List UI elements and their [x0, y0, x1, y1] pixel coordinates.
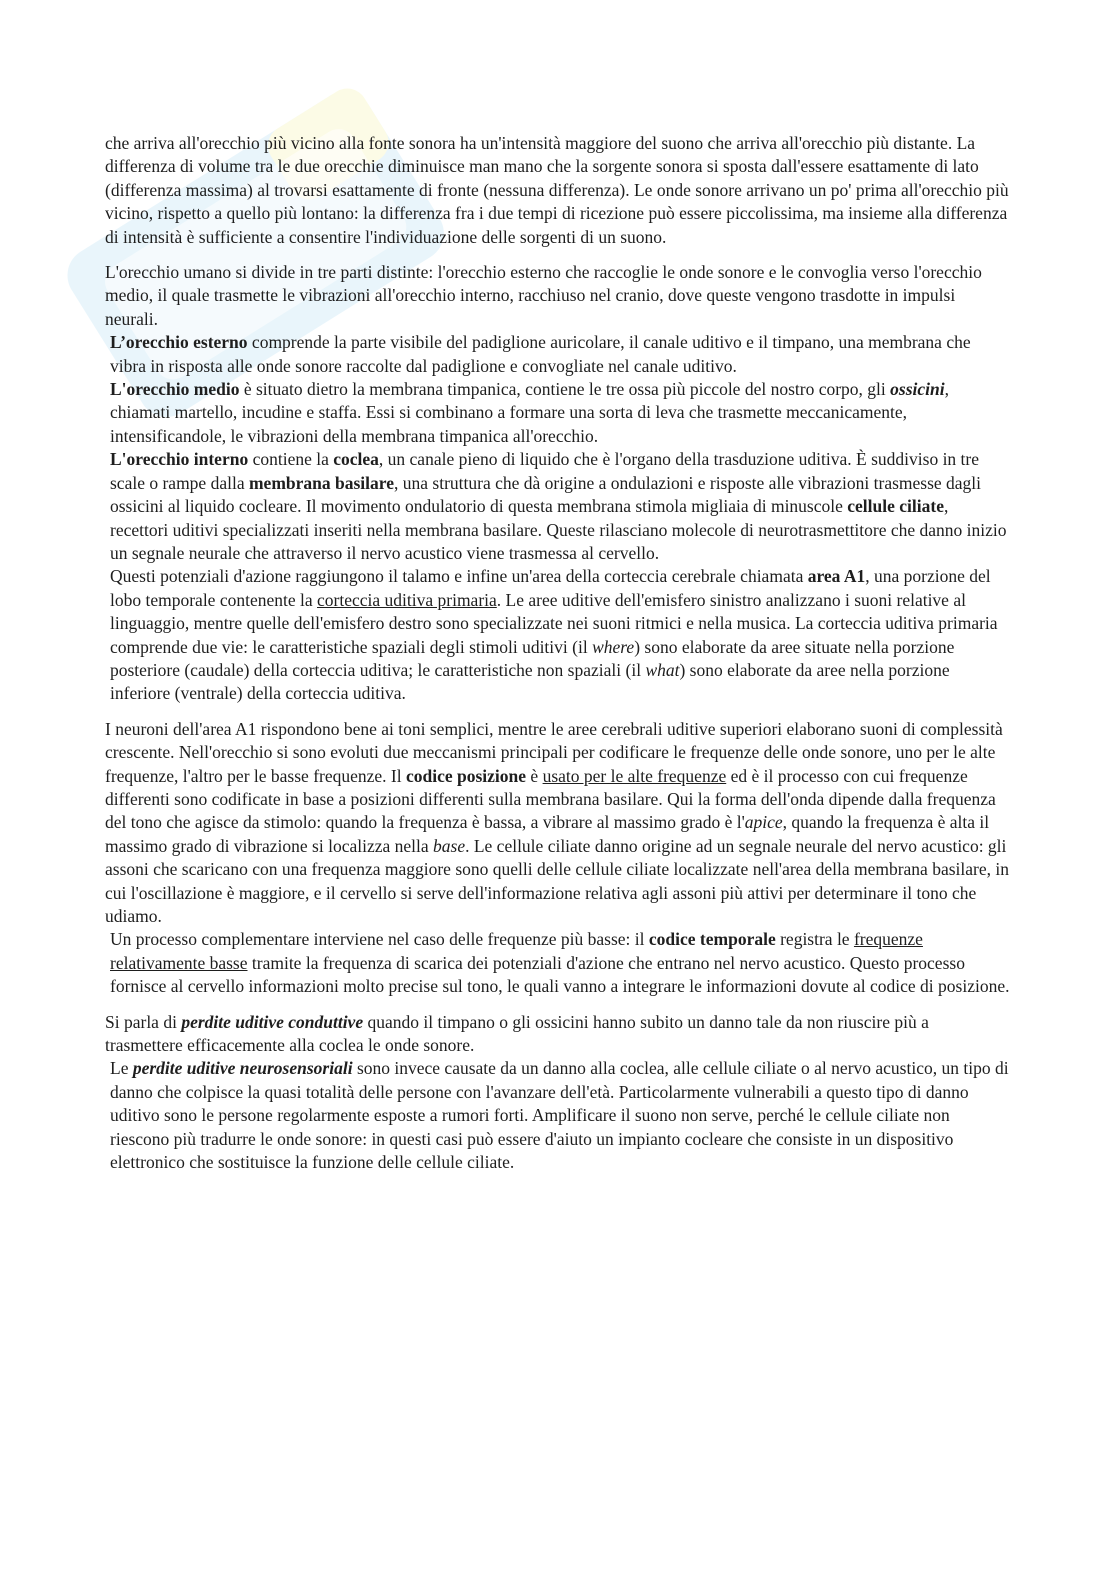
text-run: L'orecchio umano si divide in tre parti distinte: l'orecchio esterno che raccoglie le onde sonore e le convoglia verso l'orecchio medio, il quale trasmette le vibrazioni all'orecchio interno, racchiuso nel cranio, dove queste vengono trasdotte in impulsi neurali.	[105, 262, 982, 329]
text-run: I neuroni dell'area A1 rispondono bene ai toni semplici, mentre le aree cerebrali uditive superiori elaborano suoni di complessità crescente. Nell'orecchio si sono evoluti due meccanismi principali per codificare le frequenze delle onde sonore, uno per le alte frequenze, l'altro per le basse frequenze. Il	[105, 718, 1003, 786]
bold-term: membrana basilare	[248, 472, 394, 493]
text-run: è situato dietro la membrana timpanica, contiene le tre ossa più piccole del nostro corpo, gli	[239, 379, 891, 400]
text-run: sono invece causate da un danno alla coclea, alle cellule ciliate o al nervo acustico, un tipo di danno che colpisce la quasi totalità delle persone con l'avanzare dell'età. Particolarmente vulnerabili a questo tipo di danno uditivo sono le persone regolarmente esposte a rumori forti. Amplificare il suono non serve, perché le cellule ciliate non riescono più tradurre le onde sonore: in questi casi può essere d'aiuto un impianto cocleare che consiste in un dispositivo elettronico che sostituisce la funzione delle cellule ciliate.	[110, 1058, 1009, 1173]
text-run: tramite la frequenza di scarica dei potenziali d'azione che entrano nel nervo acustico. Questo processo fornisce al cervello informazioni molto precise sul tono, le quali vanno a integrare le informazioni dovute al codice di posizione.	[110, 952, 1010, 997]
italic-term: base	[433, 835, 466, 856]
underlined-text: frequenze relativamente basse	[110, 929, 923, 973]
text-run: , recettori uditivi specializzati inseriti nella membrana basilare. Queste rilasciano molecole di neurotrasmettitore che danno inizio un segnale neurale che attraverso il nervo acustico viene trasmessa al cervello.	[110, 496, 1007, 563]
text-run: comprende la parte visibile del padiglione auricolare, il canale uditivo e il timpano, una membrana che vibra in risposta alle onde sonore raccolte dal padiglione e convogliate nel canale uditivo.	[110, 332, 971, 376]
italic-term: apice	[744, 812, 783, 833]
text-run: ed è il processo con cui frequenze differenti sono codificate in base a posizioni differenti sulla membrana basilare. Qui la forma dell'onda dipende dalla frequenza del tono che agisce da stimolo: quando la frequenza è bassa, a vibrare al massimo grado è l'	[105, 765, 996, 833]
bold-term: cellule ciliate	[847, 496, 944, 517]
text-run: . Le cellule ciliate danno origine ad un segnale neurale del nervo acustico: gli assoni che scaricano con una frequenza maggiore sono quelli delle cellule ciliate localizzate nell'area della membrana basilare, in cui l'oscillazione è maggiore, e il cervello si serve dell'informazione relativa agli assoni più attivi per determinare il tono che udiamo.	[105, 835, 1009, 926]
text-run: ) sono elaborate da aree situate nella porzione posteriore (caudale) della corteccia uditiva; le caratteristiche non spaziali (il	[110, 636, 955, 680]
paragraph-p5	[105, 448, 1010, 565]
text-run: , chiamati martello, incudine e staffa. Essi si combinano a formare una sorta di leva che trasmette meccanicamente, intensificandole, le vibrazioni della membrana timpanica all'orecchio.	[110, 379, 949, 446]
text-run: contiene la	[248, 449, 334, 470]
text-run: quando il timpano o gli ossicini hanno subito un danno tale da non riuscire più a trasmettere efficacemente alla coclea le onde sonore.	[105, 1011, 929, 1056]
bold-italic-term: ossicini	[890, 379, 945, 400]
bold-term: codice temporale	[648, 929, 776, 950]
paragraph-p9	[105, 1011, 1010, 1058]
text-run: che arriva all'orecchio più vicino alla fonte sonora ha un'intensità maggiore del suono che arriva all'orecchio più distante. La differenza di volume tra le due orecchie diminuisce man mano che la sorgente sonora si sposta dall'essere esattamente di lato (differenza massima) al trovarsi esattamente di fronte (nessuna differenza). Le onde sonore arrivano un po' prima all'orecchio più vicino, rispetto a quello più lontano: la differenza fra i due tempi di ricezione può essere piccolissima, ma insieme alla differenza di intensità è sufficiente a consentire l'individuazione delle sorgenti di un suono.	[105, 133, 1009, 247]
bold-term: L'orecchio interno	[110, 449, 249, 470]
text-run: Questi potenziali d'azione raggiungono il talamo e infine un'area della corteccia cerebrale chiamata	[110, 566, 808, 587]
bold-italic-term: perdite uditive conduttive	[181, 1011, 364, 1032]
paragraph-p10	[105, 1057, 1010, 1174]
bold-term: codice posizione	[405, 765, 527, 786]
bold-term: coclea	[333, 449, 379, 470]
underlined-text: corteccia uditiva primaria	[317, 589, 497, 610]
bold-italic-term: perdite uditive neurosensoriali	[132, 1058, 353, 1079]
text-run: , un canale pieno di liquido che è l'organo della trasduzione uditiva. È suddiviso in tre scale o rampe dalla	[110, 449, 980, 493]
paragraph-p1	[105, 132, 1010, 249]
bold-term: L'orecchio medio	[110, 379, 240, 400]
text-run: ) sono elaborate da aree nella porzione inferiore (ventrale) della corteccia uditiva.	[110, 659, 950, 704]
paragraph-p6	[105, 565, 1010, 705]
paragraph-p2	[105, 261, 1010, 331]
text-run: , quando la frequenza è alta il massimo grado di vibrazione si localizza nella	[105, 812, 990, 856]
underlined-text: usato per le alte frequenze	[542, 765, 727, 786]
text-run: Si parla di	[105, 1011, 182, 1032]
document-page	[105, 132, 1010, 1174]
text-run: registra le	[775, 929, 854, 950]
text-run: , una porzione del lobo temporale contenente la	[110, 566, 991, 610]
text-run: è	[526, 765, 543, 786]
text-run: Un processo complementare interviene nel caso delle frequenze più basse: il	[110, 929, 649, 950]
paragraph-p7	[105, 718, 1010, 929]
paragraph-p8	[105, 928, 1010, 998]
text-run: , una struttura che dà origine a ondulazioni e risposte alle vibrazioni trasmesse dagli ossicini al liquido cocleare. Il movimento ondulatorio di questa membrana stimola migliaia di minuscole	[110, 472, 982, 517]
paragraph-p4	[105, 378, 1010, 448]
paragraph-p3	[105, 331, 1010, 378]
text-run: . Le aree uditive dell'emisfero sinistro analizzano i suoni relative al linguaggio, mentre quelle dell'emisfero destro sono specializzate nei suoni ritmici e nella musica. La corteccia uditiva primaria comprende due vie: le caratteristiche spaziali degli stimoli uditivi (il	[110, 589, 998, 657]
italic-term: where	[592, 636, 635, 657]
italic-term: what	[645, 659, 680, 680]
text-run: Le	[110, 1058, 133, 1079]
bold-term: area A1	[807, 566, 866, 587]
bold-term: L’orecchio esterno	[110, 332, 248, 353]
